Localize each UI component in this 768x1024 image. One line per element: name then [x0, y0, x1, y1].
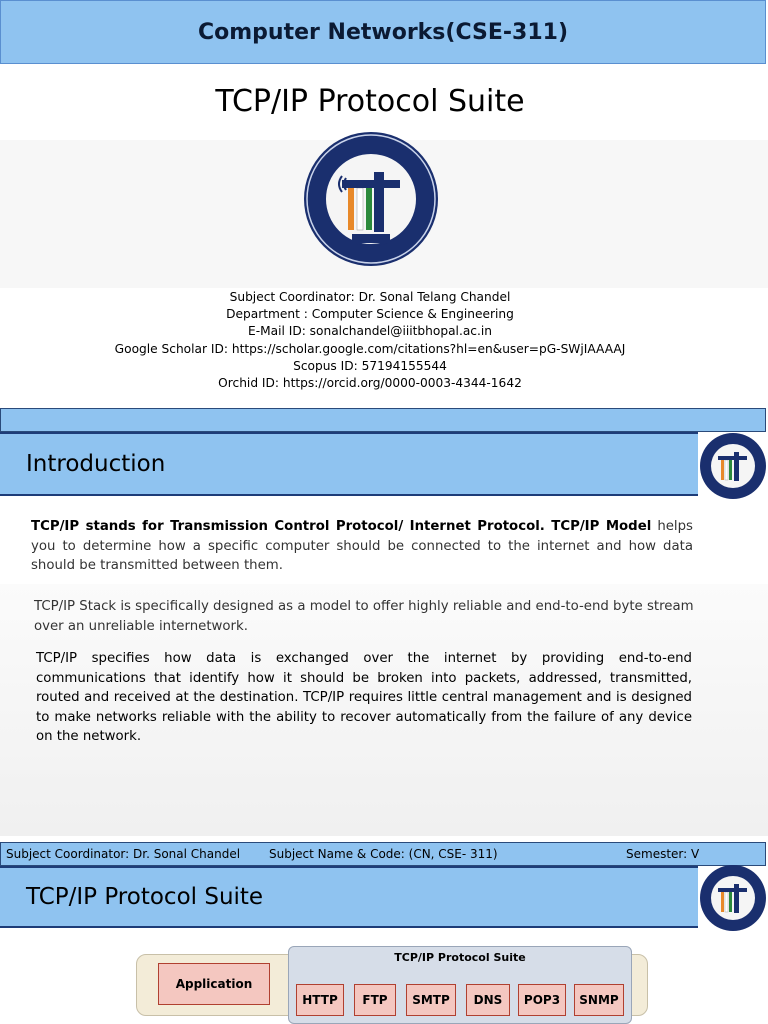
course-title: Computer Networks(CSE-311) [198, 19, 568, 45]
application-layer-box: Application [158, 963, 270, 1005]
protocol-smtp: SMTP [406, 984, 456, 1016]
info-line: E-Mail ID: sonalchandel@iiitbhopal.ac.in [248, 324, 492, 339]
protocol-suite-heading [0, 866, 698, 928]
protocol-snmp: SNMP [574, 984, 624, 1016]
intro-paragraph-1 [31, 517, 693, 576]
protocol-suite-diagram [136, 946, 652, 1024]
footer-coordinator: Subject Coordinator: Dr. Sonal Chandel [6, 847, 241, 861]
suite-title: TCP/IP Protocol Suite [394, 951, 526, 964]
footer-subject: Subject Name & Code: (CN, CSE- 311) [269, 847, 498, 861]
p1-bold: TCP/IP stands for Transmission Control Protocol/ Internet Protocol. TCP/IP Model [31, 519, 652, 534]
course-title-bar [0, 0, 766, 64]
info-line: Subject Coordinator: Dr. Sonal Telang Chandel [229, 290, 511, 304]
protocol-ftp: FTP [354, 984, 396, 1016]
heading-text: Introduction [26, 451, 166, 477]
protocol-pop3: POP3 [518, 984, 566, 1016]
info-line: Scopus ID: 57194155544 [293, 358, 447, 373]
info-line: Google Scholar ID: https://scholar.google.com/citations?hl=en&user=pG-SWjIAAAAJ [114, 341, 626, 356]
introduction-heading [0, 432, 698, 496]
intro-paragraph-2: TCP/IP Stack is specifically designed as a model to offer highly reliable and end-to-end byte stream over an unreliable internetwork. [34, 599, 694, 634]
slide-footer [0, 842, 766, 866]
p1-rest: helps you to determine how a specific computer should be connected to the internet and how data should be transmitted between them. [31, 519, 693, 573]
info-line: Department : Computer Science & Engineering [226, 307, 514, 322]
heading-text: TCP/IP Protocol Suite [26, 884, 264, 910]
institute-logo-small [697, 432, 768, 500]
footer-semester: Semester: V [626, 847, 700, 861]
protocol-http: HTTP [296, 984, 344, 1016]
info-line: Orchid ID: https://orcid.org/0000-0003-4344-1642 [218, 376, 522, 391]
intro-paragraph-3: TCP/IP specifies how data is exchanged over the internet by providing end-to-end communications that identify how it should be broken into packets, addressed, transmitted, routed and received at the destination. TCP/IP requires little central management and is designed to make networks reliable with the ability to recover automatically from the failure of any device on the network. [36, 651, 692, 744]
protocol-dns: DNS [466, 984, 510, 1016]
institute-logo-small [697, 864, 768, 932]
slide-separator [0, 408, 766, 432]
main-title: TCP/IP Protocol Suite [215, 84, 525, 119]
institute-logo [302, 130, 440, 268]
coordinator-info [0, 289, 740, 392]
